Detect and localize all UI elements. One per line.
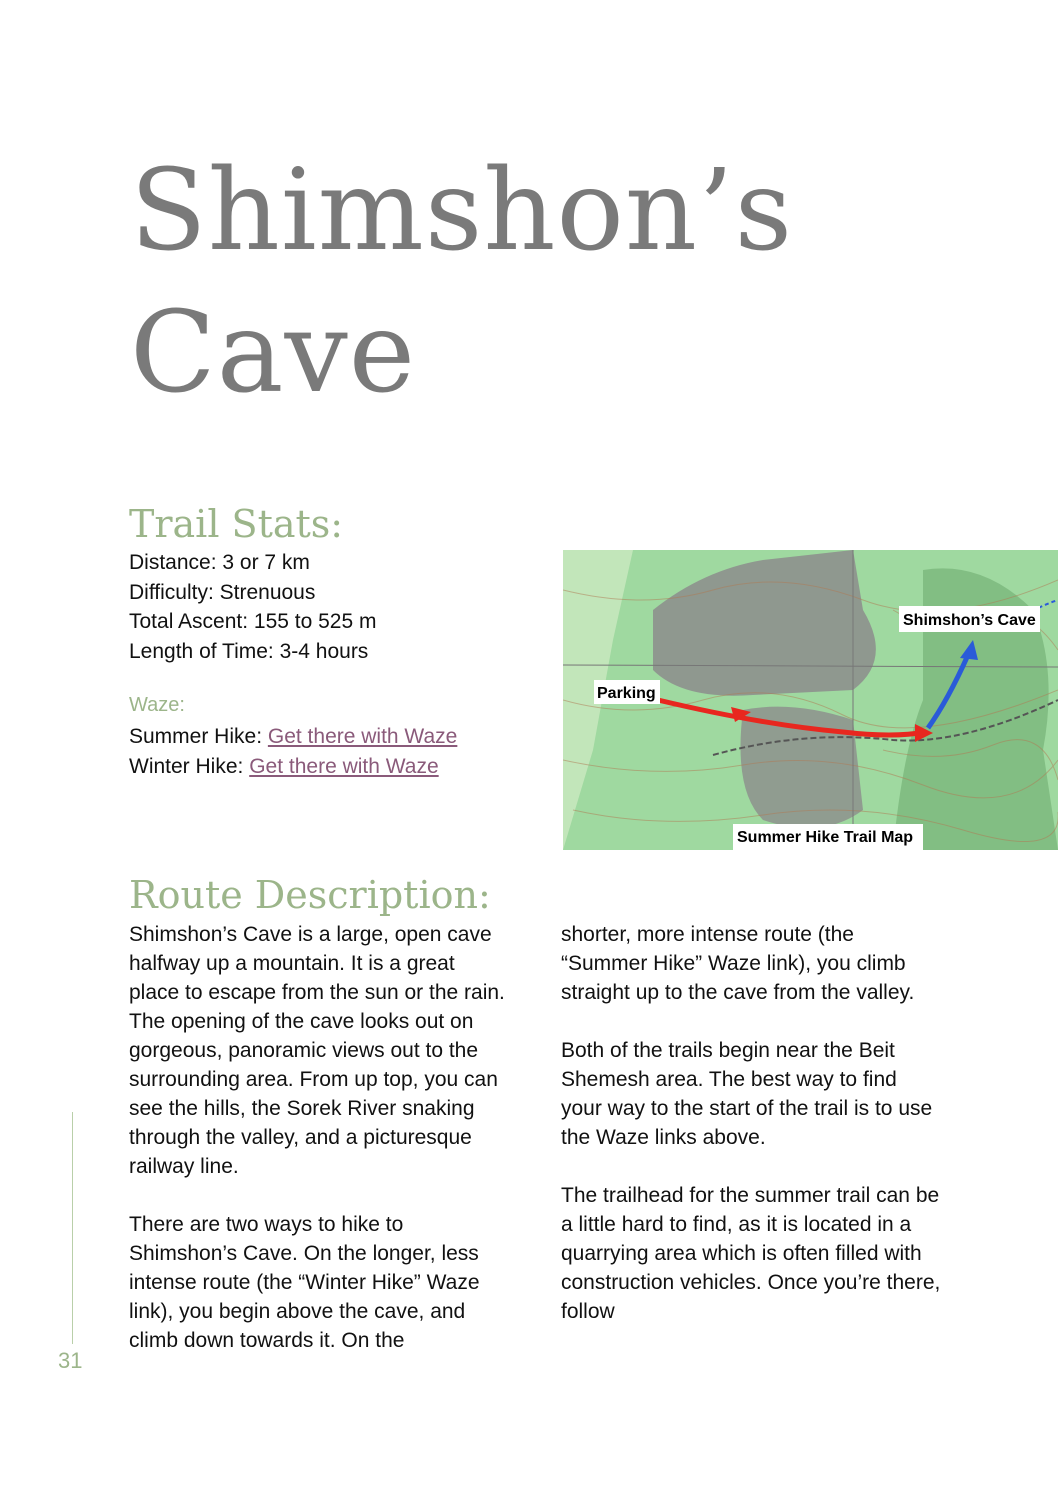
title-line-2: Cave <box>130 288 417 418</box>
margin-rule <box>72 1112 73 1344</box>
route-paragraph: shorter, more intense route (the “Summer Hike” Waze link), you climb straight up to the cave from the valley. <box>561 923 915 1004</box>
map-caption: Summer Hike Trail Map <box>737 829 914 846</box>
trail-stats-heading: Trail Stats: <box>129 502 344 546</box>
summer-waze-link[interactable]: Get there with Waze <box>267 725 458 748</box>
stat-distance: Distance: 3 or 7 km <box>129 551 310 574</box>
route-column-2 <box>561 920 941 1355</box>
winter-hike-label: Winter Hike: <box>129 754 244 778</box>
parking-label: Parking <box>597 685 656 702</box>
summer-hike-label: Summer Hike: <box>129 725 263 748</box>
route-heading: Route Description: <box>129 873 491 917</box>
route-paragraph: There are two ways to hike to Shimshon’s Cave. On the longer, less intense route (the “Winter Hike” Waze link), you begin above the cave, and climb down towards it. On the <box>129 1213 480 1352</box>
route-paragraph: Shimshon’s Cave is a large, open cave halfway up a mountain. It is a great place to escape from the sun or the rain. The opening of the cave looks out on gorgeous, panoramic views out to the surrounding area. From up top, you can see the hills, the Sorek River snaking through the valley, and a picturesque railway line. <box>129 923 505 1178</box>
cave-label: Shimshon’s Cave <box>903 612 1036 629</box>
page-number: 31 <box>58 1348 83 1373</box>
trail-stats <box>129 548 377 666</box>
stat-time: Length of Time: 3-4 hours <box>129 639 369 663</box>
title-line-1: Shimshon’s <box>130 146 794 276</box>
trail-map-graphic <box>563 550 1058 850</box>
waze-links <box>129 722 457 781</box>
summer-waze-row <box>129 722 457 752</box>
winter-waze-row <box>129 752 457 782</box>
route-paragraph: The trailhead for the summer trail can be a little hard to find, as it is located in a quarrying area which is often filled with construction vehicles. Once you’re there, follow <box>561 1184 941 1323</box>
route-column-1 <box>129 920 509 1384</box>
stat-difficulty: Difficulty: Strenuous <box>129 580 316 604</box>
winter-waze-link[interactable]: Get there with Waze <box>249 754 439 778</box>
stat-ascent: Total Ascent: 155 to 525 m <box>129 610 377 633</box>
page-title <box>130 140 793 424</box>
route-paragraph: Both of the trails begin near the Beit Shemesh area. The best way to find your way to the start of the trail is to use the Waze links above. <box>561 1039 933 1149</box>
trail-map <box>563 550 1058 850</box>
waze-heading: Waze: <box>129 694 185 716</box>
